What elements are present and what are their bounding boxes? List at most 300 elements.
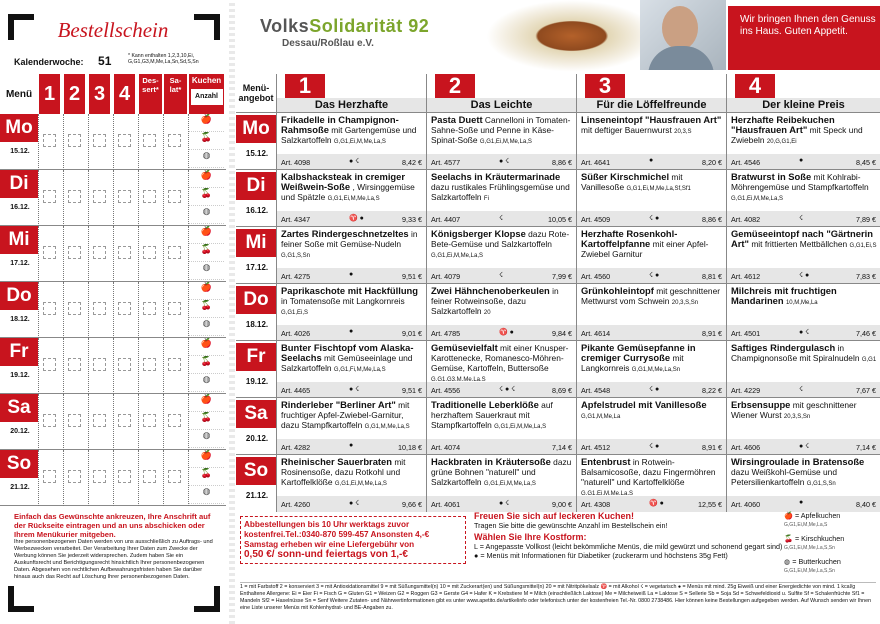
menu-3-checkbox[interactable] bbox=[93, 302, 106, 315]
allergen-codes: G,G1 bbox=[861, 357, 877, 363]
menu-item bbox=[576, 113, 726, 170]
menu-item bbox=[426, 284, 576, 341]
cake-quantity-cell bbox=[188, 170, 224, 226]
weekly-menu bbox=[236, 0, 880, 624]
menu-1-checkbox[interactable] bbox=[43, 414, 56, 427]
menu-item bbox=[576, 170, 726, 227]
allergen-codes: G,G1,G3,M,Me,La,S bbox=[431, 377, 486, 381]
allergen-codes: G,G1,Ei,M,Me,La,S bbox=[483, 481, 536, 487]
order-form bbox=[0, 0, 226, 624]
dish-name: Pikante Gemüsepfanne in cremiger Currysoße bbox=[581, 343, 696, 363]
menu-item bbox=[726, 341, 880, 398]
menu-item bbox=[726, 113, 880, 170]
apple-cake-quantity[interactable]: 🍎 bbox=[189, 114, 224, 132]
menu-2-checkbox[interactable] bbox=[68, 190, 81, 203]
allergen-codes: G,G1,Ei,S bbox=[849, 243, 877, 249]
article-number: Art. 4612 bbox=[731, 272, 761, 281]
diet-icons: ● ☇ bbox=[499, 500, 510, 507]
menu-2-checkbox[interactable] bbox=[68, 134, 81, 147]
menu-row-mo bbox=[236, 112, 880, 169]
menu-row-sa bbox=[236, 397, 880, 454]
menu-category-title: Das Leichte bbox=[427, 98, 576, 112]
dish-description bbox=[281, 229, 423, 267]
cake-butter-codes: G,G1,Ei,M,Me,La,S,Sn bbox=[784, 568, 835, 574]
menu-item bbox=[276, 455, 426, 512]
order-grid-header bbox=[0, 74, 226, 114]
menu-category-title: Der kleine Preis bbox=[727, 98, 880, 112]
diet-icons: ☇ ● bbox=[649, 215, 660, 222]
day-label: Fr bbox=[0, 338, 38, 366]
dessert-checkbox[interactable] bbox=[143, 470, 156, 483]
article-number: Art. 4641 bbox=[581, 158, 611, 167]
order-cell bbox=[113, 394, 135, 450]
quantity-label: Anzahl bbox=[191, 89, 223, 105]
dessert-checkbox[interactable] bbox=[143, 190, 156, 203]
menu-item bbox=[426, 455, 576, 512]
butter-cake-quantity[interactable]: ◍ bbox=[189, 262, 224, 280]
dish-side: mit fruchtiger Apfel-Zwiebel-Garnitur, dazu Stampfkartoffeln bbox=[281, 400, 410, 430]
article-number: Art. 4606 bbox=[731, 443, 761, 452]
butter-cake-quantity[interactable]: ◍ bbox=[189, 206, 224, 224]
dish-meta bbox=[727, 382, 880, 398]
menu-3-header: 3 bbox=[88, 74, 110, 114]
dish-price: 8,91 € bbox=[702, 329, 722, 338]
dish-side: mit Rosinensoße, dazu Rotkohl und Kartoffelklöße bbox=[281, 457, 406, 487]
menu-item bbox=[576, 455, 726, 512]
order-cell bbox=[138, 226, 162, 282]
diet-icons: ☇ ● ☇ bbox=[499, 386, 516, 393]
order-cell bbox=[163, 338, 187, 394]
cancellation-info bbox=[240, 516, 466, 564]
article-number: Art. 4556 bbox=[431, 386, 461, 395]
menu-4-checkbox[interactable] bbox=[118, 470, 131, 483]
cancellation-line-2: kostenfrei.Tel.:0340-870 599-457 Ansonsten 4,-€ bbox=[244, 530, 430, 539]
calendar-week-number: 51 bbox=[98, 54, 112, 68]
dish-name: Zwei Hähnchenoberkeulen bbox=[431, 286, 550, 296]
dish-name: Apfelstrudel mit Vanillesoße bbox=[581, 400, 707, 410]
order-cell bbox=[88, 170, 110, 226]
article-number: Art. 4060 bbox=[731, 500, 761, 509]
perforation-divider bbox=[229, 0, 235, 624]
day-label: Do bbox=[0, 282, 38, 310]
menu-row-fr bbox=[236, 340, 880, 397]
dish-meta bbox=[577, 496, 726, 512]
dish-price: 8,81 € bbox=[702, 272, 722, 281]
allergen-codes: G,G1,Ei,M,Me,La,S bbox=[581, 491, 634, 495]
cherry-cake-quantity[interactable]: 🍒 bbox=[189, 188, 224, 206]
delivery-fee-line-2: 0,50 €/ sonn-und feiertags von 1,-€ bbox=[244, 549, 408, 560]
order-cell bbox=[38, 450, 60, 506]
menu-header: Menü bbox=[5, 88, 33, 100]
dish-description bbox=[731, 457, 877, 495]
menu-1-checkbox[interactable] bbox=[43, 134, 56, 147]
butter-cake-quantity[interactable]: ◍ bbox=[189, 374, 224, 392]
order-cell bbox=[63, 450, 85, 506]
dish-price: 7,83 € bbox=[856, 272, 876, 281]
article-number: Art. 4282 bbox=[281, 443, 311, 452]
day-label: Mi bbox=[0, 226, 38, 254]
dish-price: 8,42 € bbox=[402, 158, 422, 167]
menu-row-so bbox=[236, 454, 880, 511]
dish-name: Paprikaschote mit Hackfüllung bbox=[281, 286, 419, 296]
dish-name: Milchreis mit fruchtigen Mandarinen bbox=[731, 286, 837, 306]
menu-column-header-2 bbox=[426, 74, 576, 112]
article-number: Art. 4308 bbox=[581, 500, 611, 509]
salad-checkbox[interactable] bbox=[168, 246, 181, 259]
diet-icons: ● ☇ bbox=[799, 329, 810, 336]
dish-side: mit Kohlrabi-Möhrengemüse und Stampfkartoffeln bbox=[731, 172, 869, 192]
day-date: 18.12. bbox=[10, 316, 30, 323]
day-date: 16.12. bbox=[245, 206, 269, 215]
article-number: Art. 4061 bbox=[431, 500, 461, 509]
menu-number: 3 bbox=[585, 74, 625, 98]
crop-corner bbox=[8, 586, 34, 612]
cake-quantity-cell bbox=[188, 338, 224, 394]
dish-meta bbox=[577, 382, 726, 398]
dish-side: , Wirsinggemüse und Spätzle bbox=[281, 182, 415, 202]
dish-meta bbox=[577, 439, 726, 455]
menu-4-checkbox[interactable] bbox=[118, 414, 131, 427]
order-cell bbox=[138, 170, 162, 226]
dish-name: Saftiges Rindergulasch bbox=[731, 343, 836, 353]
crop-corner bbox=[194, 586, 220, 612]
dish-meta bbox=[427, 154, 576, 170]
menu-3-checkbox[interactable] bbox=[93, 414, 106, 427]
menu-4-checkbox[interactable] bbox=[118, 134, 131, 147]
dish-description bbox=[431, 457, 573, 495]
menu-item bbox=[276, 398, 426, 455]
allergen-codes: 20 bbox=[483, 310, 491, 316]
menu-item bbox=[576, 341, 726, 398]
day-date: 21.12. bbox=[245, 491, 269, 500]
dish-side: mit einer Apfel-Zwiebel Garnitur bbox=[581, 239, 709, 259]
butter-cake-quantity[interactable]: ◍ bbox=[189, 150, 224, 168]
salad-checkbox[interactable] bbox=[168, 414, 181, 427]
day-label: Di bbox=[0, 170, 38, 198]
menu-1-checkbox[interactable] bbox=[43, 470, 56, 483]
apple-cake-quantity[interactable]: 🍎 bbox=[189, 226, 224, 244]
day-label: Sa bbox=[236, 400, 276, 428]
day-date: 17.12. bbox=[10, 260, 30, 267]
dish-side: dazu Weißkohl-Gemüse und Petersilienkartoffeln bbox=[731, 467, 837, 487]
cancellation-line-1: Abbestellungen bis 10 Uhr werktags zuvor bbox=[244, 520, 410, 529]
dish-name: Erbsensuppe bbox=[731, 400, 791, 410]
order-cell bbox=[63, 282, 85, 338]
menu-number: 4 bbox=[735, 74, 775, 98]
menu-3-checkbox[interactable] bbox=[93, 358, 106, 371]
salad-checkbox[interactable] bbox=[168, 134, 181, 147]
dish-price: 7,14 € bbox=[856, 443, 876, 452]
menu-item bbox=[276, 284, 426, 341]
order-cell bbox=[113, 282, 135, 338]
cake-butter-name: = Butterkuchen bbox=[792, 557, 841, 566]
menu-4-checkbox[interactable] bbox=[118, 246, 131, 259]
food-photo bbox=[486, 0, 642, 72]
menu-column-header-1 bbox=[276, 74, 426, 112]
dish-meta bbox=[727, 211, 880, 227]
dish-description bbox=[431, 286, 573, 324]
diet-icons: ● bbox=[349, 442, 354, 449]
diet-icons: ● ☇ bbox=[349, 158, 360, 165]
order-row-sa bbox=[0, 394, 226, 450]
diet-icons: ☇ bbox=[799, 386, 804, 393]
dish-meta bbox=[277, 268, 426, 284]
day-label: Mo bbox=[236, 115, 276, 143]
allergen-codes: G,G1,Fi,M,Me,La,S bbox=[333, 367, 386, 373]
dish-description bbox=[431, 343, 573, 381]
dish-meta bbox=[427, 268, 576, 284]
menu-4-header: 4 bbox=[113, 74, 135, 114]
dish-meta bbox=[427, 382, 576, 398]
dessert-checkbox[interactable] bbox=[143, 358, 156, 371]
order-cell bbox=[113, 338, 135, 394]
salad-checkbox[interactable] bbox=[168, 190, 181, 203]
salad-checkbox[interactable] bbox=[168, 358, 181, 371]
cake-cherry-codes: G,G1,Ei,M,Me,La,S,Sn bbox=[784, 545, 835, 551]
diet-icons: ☇ ● bbox=[649, 386, 660, 393]
dish-meta bbox=[577, 211, 726, 227]
dish-price: 10,05 € bbox=[548, 215, 572, 224]
cherry-cake-quantity[interactable]: 🍒 bbox=[189, 356, 224, 374]
menu-3-checkbox[interactable] bbox=[93, 190, 106, 203]
dish-price: 8,20 € bbox=[702, 158, 722, 167]
dish-meta bbox=[277, 382, 426, 398]
diet-icons: ● bbox=[349, 328, 354, 335]
menu-3-checkbox[interactable] bbox=[93, 246, 106, 259]
cherry-cake-quantity[interactable]: 🍒 bbox=[189, 300, 224, 318]
cake-text: Tragen Sie bitte die gewünschte Anzahl im Bestellschein ein! bbox=[474, 521, 668, 530]
dish-price: 7,67 € bbox=[856, 386, 876, 395]
salad-checkbox[interactable] bbox=[168, 302, 181, 315]
dish-description bbox=[731, 400, 877, 438]
day-label: So bbox=[236, 457, 276, 485]
cherry-cake-quantity[interactable]: 🍒 bbox=[189, 468, 224, 486]
apple-cake-quantity[interactable]: 🍎 bbox=[189, 394, 224, 412]
dish-name: Gemüseeintopf nach "Gärtnerin Art" bbox=[731, 229, 873, 249]
cake-quantity-cell bbox=[188, 226, 224, 282]
dish-meta bbox=[277, 211, 426, 227]
allergen-codes: G,G1,Ei,M,Me,La,S bbox=[494, 424, 547, 430]
butter-cake-quantity[interactable]: ◍ bbox=[189, 430, 224, 448]
dish-name: Hackbraten in Kräutersoße bbox=[431, 457, 551, 467]
dish-name: Seelachs in Kräutermarinade bbox=[431, 172, 561, 182]
article-number: Art. 4546 bbox=[731, 158, 761, 167]
dish-meta bbox=[577, 325, 726, 341]
order-cell bbox=[113, 114, 135, 170]
apple-cake-quantity[interactable]: 🍎 bbox=[189, 338, 224, 356]
cherry-cake-quantity[interactable]: 🍒 bbox=[189, 244, 224, 262]
butter-cake-quantity[interactable]: ◍ bbox=[189, 318, 224, 336]
dish-side: dazu Rote-Bete-Gemüse und Salzkartoffeln bbox=[431, 229, 570, 249]
apple-cake-quantity[interactable]: 🍎 bbox=[189, 170, 224, 188]
menu-item bbox=[276, 113, 426, 170]
dish-name: Zartes Rindergeschnetzeltes bbox=[281, 229, 409, 239]
allergen-codes: 20,3,S,Sn bbox=[671, 300, 699, 306]
diet-option-light: L = Angepasste Vollkost (leicht bekömmliche Menüs, die mild gewürzt und schonend gegart sind) bbox=[474, 542, 783, 551]
dish-price: 9,66 € bbox=[402, 500, 422, 509]
day-label: So bbox=[0, 450, 38, 478]
order-cell bbox=[138, 338, 162, 394]
dish-name: Rheinischer Sauerbraten bbox=[281, 457, 392, 467]
cake-quantity-cell bbox=[188, 394, 224, 450]
article-number: Art. 4785 bbox=[431, 329, 461, 338]
privacy-note: Ihre personenbezogenen Daten werden von uns ausschließlich zu Auftrags- und Werbezwecken verarbeitet. Der Verarbeitung Ihrer Daten zum Zwecke der Werbung können Sie jederzeit widersprechen. Zudem haben Sie ein Auskunftsrecht und Berichtigungsrecht hinsichtlich Ihrer personenbezogenen Daten. Abgesehen von rechtlichen Aufbewahrungsfristen haben Sie darüber hinaus auch das Recht auf Löschung Ihrer personenbezogenen Daten. bbox=[14, 539, 213, 580]
cake-cherry-name: = Kirschkuchen bbox=[794, 534, 845, 543]
day-label: Fr bbox=[236, 343, 276, 371]
day-date: 19.12. bbox=[10, 372, 30, 379]
menu-2-checkbox[interactable] bbox=[68, 470, 81, 483]
menu-3-checkbox[interactable] bbox=[93, 470, 106, 483]
menu-2-checkbox[interactable] bbox=[68, 246, 81, 259]
menu-item bbox=[576, 227, 726, 284]
dish-meta bbox=[427, 325, 576, 341]
menu-item bbox=[276, 170, 426, 227]
dish-side: mit geschnittener Wiener Wurst bbox=[731, 400, 857, 420]
menu-2-checkbox[interactable] bbox=[68, 414, 81, 427]
dish-description bbox=[731, 286, 877, 324]
cake-apple bbox=[784, 512, 876, 529]
allergen-codes: 20,3,S,Sn bbox=[783, 414, 811, 420]
article-number: Art. 4548 bbox=[581, 386, 611, 395]
cake-cherry bbox=[784, 535, 876, 552]
allergen-codes: G,G1,Ei,M,Me,La,S bbox=[431, 253, 484, 259]
dish-name: Wirsingroulade in Bratensoße bbox=[731, 457, 865, 467]
article-number: Art. 4074 bbox=[431, 443, 461, 452]
apple-cake-quantity[interactable]: 🍎 bbox=[189, 450, 224, 468]
allergen-codes: G,G1,Ei,M,Me,La,S bbox=[333, 139, 386, 145]
order-cell bbox=[163, 226, 187, 282]
brand-name-a: Volks bbox=[260, 16, 310, 36]
dish-description bbox=[431, 115, 573, 153]
order-cell bbox=[88, 394, 110, 450]
menu-1-checkbox[interactable] bbox=[43, 302, 56, 315]
menu-2-checkbox[interactable] bbox=[68, 302, 81, 315]
day-date: 15.12. bbox=[245, 149, 269, 158]
dish-description bbox=[731, 229, 877, 267]
order-cell bbox=[63, 170, 85, 226]
menu-1-checkbox[interactable] bbox=[43, 190, 56, 203]
diet-option-diabetic: ● = Menüs mit Informationen für Diabetiker (zuckerarm und höchstens 35g Fett) bbox=[474, 551, 728, 560]
butter-cake-quantity[interactable]: ◍ bbox=[189, 486, 224, 504]
dish-price: 8,40 € bbox=[856, 500, 876, 509]
dish-meta bbox=[427, 496, 576, 512]
order-cell bbox=[113, 170, 135, 226]
cherry-cake-quantity[interactable]: 🍒 bbox=[189, 132, 224, 150]
menu-1-checkbox[interactable] bbox=[43, 358, 56, 371]
dish-name: Rinderleber "Berliner Art" bbox=[281, 400, 396, 410]
menu-2-checkbox[interactable] bbox=[68, 358, 81, 371]
order-instructions-bold: Einfach das Gewünschte ankreuzen, Ihre Anschrift auf der Rückseite eintragen und an uns abschicken oder Ihrem Menükurier mitgeben. bbox=[14, 512, 211, 539]
order-cell bbox=[113, 450, 135, 506]
dish-description bbox=[581, 172, 723, 210]
dish-side: in Rotwein-Balsamicosoße, dazu Fingermöhren "naturell" und Kartoffelklöße bbox=[581, 457, 716, 487]
order-row-so bbox=[0, 450, 226, 506]
article-number: Art. 4082 bbox=[731, 215, 761, 224]
allergen-codes: G,G1,Ei,S bbox=[281, 310, 309, 316]
dish-name: Königsberger Klopse bbox=[431, 229, 526, 239]
article-number: Art. 4509 bbox=[581, 215, 611, 224]
diet-icons: ● bbox=[649, 157, 654, 164]
allergen-codes: G,G1,S,Sn bbox=[806, 481, 836, 487]
article-number: Art. 4512 bbox=[581, 443, 611, 452]
menu-1-checkbox[interactable] bbox=[43, 246, 56, 259]
butter-cake-icon: ◍ bbox=[784, 557, 791, 566]
order-cell bbox=[138, 394, 162, 450]
salad-checkbox[interactable] bbox=[168, 470, 181, 483]
order-cell bbox=[88, 114, 110, 170]
dish-price: 9,51 € bbox=[402, 272, 422, 281]
allergen-codes: G,G1,Ei,M,Me,La,S bbox=[731, 196, 784, 202]
dish-meta bbox=[727, 268, 880, 284]
day-date: 21.12. bbox=[10, 484, 30, 491]
allergen-codes: 20,G,G1,Ei bbox=[766, 139, 797, 145]
day-date: 19.12. bbox=[245, 377, 269, 386]
legend-footer: 1 = mit Farbstoff 2 = konserviert 3 = mit Antioxidationsmittel 9 = mit Süßungsmittel(n) 10 = mit Zuckerart(en) und Süßungsmittel(n) 20 = mit Nitritpökelsalz ♈ = mit Alkohol ☇ = vegetarisch ● = Menüs mit mind. 25g Eiweiß und einer Energiedichte von mind. 1 kcal/g Enthaltene Allergene: Ei = Eier Fi = Fisch G = Gluten G1 = Weizen G2 = Roggen G3 = Gerste G4 = Hafer K = Krebstiere M = Milch (einschließlich Laktose) Me = Milcheiweiß La = Laktose S = Sellerie Sb = Soja Sd = Schwefeldioxid u. Sulfite Sf = Schalenfrüchte Sf1 = Mandeln Sf2 = Haselnüsse Sn = Senf Weitere Zutaten- und Nährwertinformationen gibt es unter www.apetito.de/artikelinfo oder telefonisch unter der kostenfreien Tel.-Nr. 0800 2738486. Hier können keine Bestellungen aufgegeben werden. Auf Wunsch senden wir Ihnen eine Liste unserer Menüs mit Kohlenhydrat- und BE-Angaben zu. bbox=[240, 582, 876, 612]
day-date: 20.12. bbox=[10, 428, 30, 435]
menu-row-mi bbox=[236, 226, 880, 283]
dish-side: mit frittierten Mettbällchen bbox=[751, 239, 848, 249]
cake-apple-name: = Apfelkuchen bbox=[794, 511, 841, 520]
dish-price: 8,69 € bbox=[552, 386, 572, 395]
dish-side: in Champignonsoße mit Spiralnudeln bbox=[731, 343, 860, 363]
dish-name: Frikadelle in Champignon-Rahmsoße bbox=[281, 115, 399, 135]
dessert-checkbox[interactable] bbox=[143, 134, 156, 147]
menu-item bbox=[726, 455, 880, 512]
apple-icon: 🍎 bbox=[784, 511, 793, 520]
dish-meta bbox=[277, 439, 426, 455]
dish-meta bbox=[577, 154, 726, 170]
order-row-do bbox=[0, 282, 226, 338]
dish-description bbox=[431, 172, 573, 210]
dessert-checkbox[interactable] bbox=[143, 302, 156, 315]
cherry-cake-quantity[interactable]: 🍒 bbox=[189, 412, 224, 430]
dessert-checkbox[interactable] bbox=[143, 414, 156, 427]
dish-name: Herzhafte Reibekuchen "Hausfrauen Art" bbox=[731, 115, 835, 135]
allergen-note: * Kann enthalten 1,2,3,10,Ei, G,G1,G3,M,Me,La,Sn,Sd,S,Sn bbox=[128, 53, 199, 66]
dish-price: 9,33 € bbox=[402, 215, 422, 224]
order-cell bbox=[38, 170, 60, 226]
allergen-codes: G,G1,M,Me,La,Sn bbox=[631, 367, 681, 373]
dish-meta bbox=[727, 154, 880, 170]
menu-4-checkbox[interactable] bbox=[118, 190, 131, 203]
order-cell bbox=[163, 282, 187, 338]
cake-apple-codes: G,G1,Ei,M,Me,La,S bbox=[784, 522, 828, 528]
menu-4-checkbox[interactable] bbox=[118, 358, 131, 371]
menu-item bbox=[726, 227, 880, 284]
menu-category-title: Für die Löffelfreunde bbox=[577, 98, 726, 112]
order-row-mo bbox=[0, 114, 226, 170]
dish-description bbox=[581, 400, 723, 438]
diet-icons: ● bbox=[799, 157, 804, 164]
apple-cake-quantity[interactable]: 🍎 bbox=[189, 282, 224, 300]
order-cell bbox=[138, 114, 162, 170]
dish-name: Bratwurst in Soße bbox=[731, 172, 812, 182]
dish-meta bbox=[277, 325, 426, 341]
menu-row-di bbox=[236, 169, 880, 226]
order-cell bbox=[138, 450, 162, 506]
order-cell bbox=[163, 394, 187, 450]
menu-3-checkbox[interactable] bbox=[93, 134, 106, 147]
dish-side: in feiner Rotweinsoße, dazu Salzkartoffeln bbox=[431, 286, 559, 316]
dessert-checkbox[interactable] bbox=[143, 246, 156, 259]
article-number: Art. 4407 bbox=[431, 215, 461, 224]
day-label: Di bbox=[236, 172, 276, 200]
menu-column-header-4 bbox=[726, 74, 880, 112]
dish-price: 12,55 € bbox=[698, 500, 722, 509]
menu-4-checkbox[interactable] bbox=[118, 302, 131, 315]
cake-butter bbox=[784, 558, 876, 575]
menu-2-header: 2 bbox=[63, 74, 85, 114]
